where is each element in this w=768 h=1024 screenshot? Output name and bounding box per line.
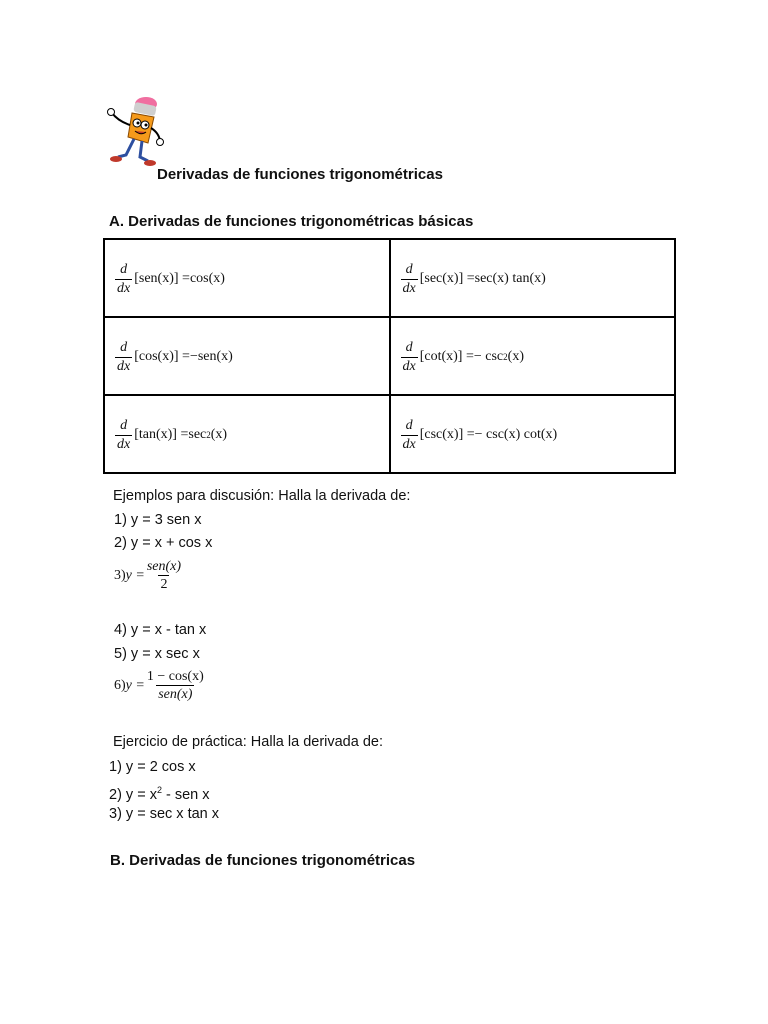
practice-item: 3) y = sec x tan x: [109, 806, 220, 822]
formula-cell: $\frac{d}{dx}$ [tan(x)] = sec 2 (x): [104, 395, 390, 473]
derivatives-table: [103, 238, 676, 474]
formula-cell: $\frac{d}{dx}$ [cos(x)] = −sen(x): [104, 317, 390, 395]
examples-intro: Ejemplos para discusión: Halla la derivada de:: [113, 488, 411, 504]
formula-cell: $\frac{d}{dx}$ [sen(x)] = cos(x): [104, 239, 390, 317]
page-title: Derivadas de funciones trigonométricas: [157, 166, 443, 183]
practice-item: 2) $y = x^2$ - sen x: [109, 785, 210, 803]
formula-cell: $\frac{d}{dx}$ [cot(x)] = − csc 2 (x): [390, 317, 676, 395]
section-a-heading: A. Derivadas de funciones trigonométricas básicas: [109, 213, 474, 230]
practice-item: 1) y = 2 cos x: [109, 759, 196, 775]
practice-intro: Ejercicio de práctica: Halla la derivada de:: [113, 734, 383, 750]
example-item: 6) y = $\frac{1 - \cos(x)}{\text{sen(x)}}$: [114, 669, 204, 703]
example-item: 2) y = x + cos x: [114, 535, 213, 551]
example-item: 4) y = x - tan x: [114, 622, 207, 638]
formula-cell: $\frac{d}{dx}$ [csc(x)] = − csc(x) cot(x): [390, 395, 676, 473]
pencil-mascot-icon: [104, 95, 164, 170]
example-item: 5) y = x sec x: [114, 646, 200, 662]
formula-cell: $\frac{d}{dx}$ [sec(x)] = sec(x) tan(x): [390, 239, 676, 317]
example-item: 1) y = 3 sen x: [114, 512, 202, 528]
section-b-heading: B. Derivadas de funciones trigonométricas: [110, 852, 416, 869]
example-item: 3) y = $\frac{\text{sen(x)}}{2}$: [114, 559, 182, 593]
